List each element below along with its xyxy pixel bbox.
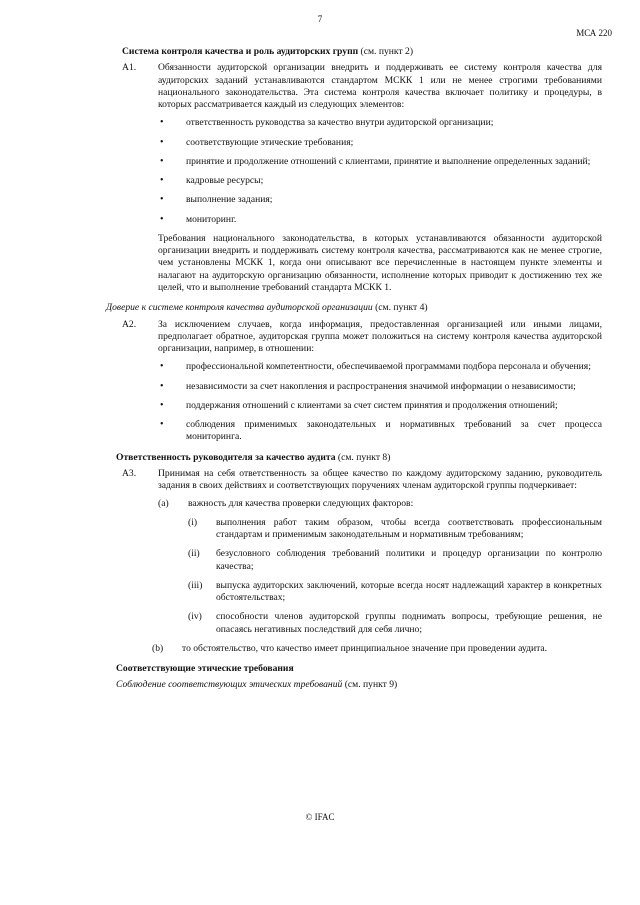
bullet-icon: •	[160, 213, 164, 225]
bullet-list-a2	[158, 361, 602, 443]
bullet-icon: •	[160, 117, 164, 129]
list-mark: (iii)	[188, 579, 203, 591]
list-item: • мониторинг.	[160, 213, 237, 225]
paragraph-a2	[116, 319, 602, 356]
page-content	[106, 46, 602, 696]
section-heading-engagement-leadership	[116, 452, 602, 464]
subparagraph-mark: (a)	[158, 498, 169, 510]
heading-text: Ответственность руководителя за качество аудита	[116, 451, 336, 463]
bullet-icon: •	[160, 194, 164, 206]
subheading-text: Доверие к системе контроля качества аудиторской организации	[106, 302, 373, 314]
subheading-reference: (см. пункт 4)	[375, 302, 428, 314]
subparagraph-a	[116, 498, 602, 510]
list-item: • кадровые ресурсы;	[160, 175, 264, 187]
bullet-icon: •	[160, 155, 164, 167]
list-item: • принятие и продолжение отношений с клиентами, принятие и выполнение определенных заданий;	[160, 155, 591, 167]
subheading-reliance-on-quality-control	[106, 302, 602, 314]
document-code: МСА 220	[576, 28, 612, 38]
list-item: • независимости за счет накопления и распространения значимой информации о независимости;	[160, 380, 576, 392]
bullet-icon: •	[160, 175, 164, 187]
paragraph-a3	[116, 468, 602, 493]
bullet-icon: •	[160, 361, 164, 373]
paragraph-text: Принимая на себя ответственность за общее качество по каждому аудиторскому заданию, руководитель задания в своих действиях и соответствующих поручениях членам аудиторской группы подчеркивает:	[158, 467, 602, 492]
paragraph-number: A2.	[122, 318, 137, 330]
paragraph-text: За исключением случаев, когда информация, предоставленная организацией или иными лицами, предполагает обратное, аудиторская группа может положиться на систему контроля качества аудиторской организации, например, в отношении:	[158, 318, 602, 355]
bullet-icon: •	[160, 419, 164, 431]
list-item: (ii) безусловного соблюдения требований политики и процедур организации по контролю качества;	[188, 548, 602, 572]
subparagraph-text: важность для качества проверки следующих факторов:	[188, 498, 414, 510]
section-heading-quality-control	[122, 46, 602, 58]
page-number: 7	[317, 14, 323, 24]
list-item: (i) выполнения работ таким образом, чтобы всегда соответствовать профессиональным стандартам и применимым законодательным и нормативным требованиям;	[188, 516, 602, 540]
list-item: (iv) способности членов аудиторской группы поднимать вопросы, требующие решения, не опасаясь негативных последствий для себя лично;	[188, 611, 602, 635]
list-mark: (iv)	[188, 611, 202, 623]
list-item: (iii) выпуска аудиторских заключений, которые всегда носят надлежащий характер в конкретных обстоятельствах;	[188, 579, 602, 604]
subparagraph-text: то обстоятельство, что качество имеет принципиальное значение при проведении аудита.	[182, 642, 548, 654]
list-item: • выполнение задания;	[160, 194, 273, 206]
paragraph-number: A3.	[122, 467, 137, 479]
subheading-ethical-compliance	[116, 679, 602, 691]
bullet-icon: •	[160, 136, 164, 148]
paragraph-text: Обязанности аудиторской организации внедрить и поддерживать ее систему контроля качества для аудиторских заданий устанавливаются стандартом МСКК 1 или не менее строгими требованиями национального законодательства. Эта система контроля качества включает политику и процедуры, в которых рассматривается каждый из следующих элементов:	[158, 62, 602, 111]
list-mark: (i)	[188, 516, 198, 528]
list-item: • соблюдения применимых законодательных и нормативных требований за счет процесса мониторинга.	[160, 419, 602, 443]
paragraph-number: A1.	[122, 62, 137, 74]
heading-text: Система контроля качества и роль аудиторских групп	[122, 46, 359, 57]
paragraph-a1	[116, 62, 602, 111]
bullet-icon: •	[160, 399, 164, 411]
subheading-text: Соблюдение соответствующих этических требований	[116, 679, 343, 691]
heading-reference: (см. пункт 2)	[360, 46, 414, 57]
list-item: • соответствующие этические требования;	[160, 136, 354, 148]
list-item: • поддержания отношений с клиентами за счет систем принятия и продолжения отношений;	[160, 399, 558, 411]
copyright-footer: © IFAC	[305, 812, 335, 822]
heading-reference: (см. пункт 8)	[337, 451, 391, 463]
subheading-reference: (см. пункт 9)	[344, 679, 398, 691]
section-heading-ethical-requirements: Соответствующие этические требования	[116, 663, 294, 675]
bullet-icon: •	[160, 380, 164, 392]
paragraph-a1-continuation: Требования национального законодательства, в которых устанавливаются обязанности аудиторской организации внедрить и поддерживать систему контроля качества, рассматриваются как не менее строгие, чем установлены МСКК 1, когда они описывают все перечисленные в настоящем пункте элементы и налагают на аудиторскую организацию обязанности, исполнение которых приводит к достижению тех же целей, что и выполнение требований стандарта МСКК 1.	[158, 232, 602, 293]
list-mark: (ii)	[188, 548, 200, 560]
subparagraph-b	[116, 643, 602, 655]
bullet-list-a1	[158, 117, 602, 226]
roman-list	[188, 517, 602, 636]
subparagraph-mark: (b)	[152, 642, 164, 654]
list-item: • ответственность руководства за качество внутри аудиторской организации;	[160, 117, 494, 129]
list-item: • профессиональной компетентности, обеспечиваемой программами подбора персонала и обучения;	[160, 361, 591, 373]
